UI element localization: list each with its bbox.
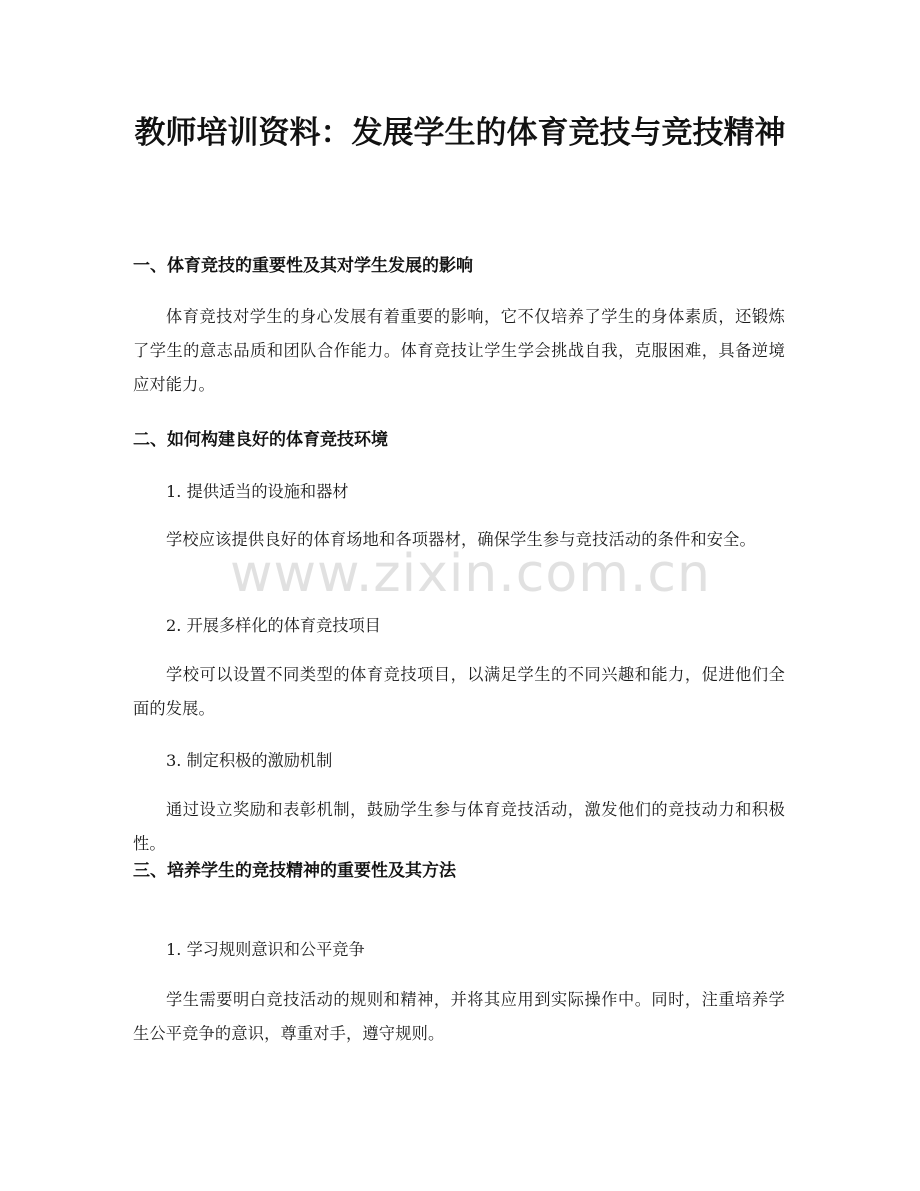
section-1-paragraph: 体育竞技对学生的身心发展有着重要的影响，它不仅培养了学生的身体素质，还锻炼了学生的意志品质和团队合作能力。体育竞技让学生学会挑战自我，克服困难，具备逆境应对能力。 [133,307,785,394]
section-2-item-1-paragraph: 学校应该提供良好的体育场地和各项器材，确保学生参与竞技活动的条件和安全。 [166,530,756,549]
document-title: 教师培训资料：发展学生的体育竞技与竞技精神 [134,115,786,151]
section-heading-2: 二、如何构建良好的体育竞技环境 [133,430,388,450]
section-3-item-1-label: 1. 学习规则意识和公平竞争 [166,940,365,959]
section-2-item-2-paragraph: 学校可以设置不同类型的体育竞技项目，以满足学生的不同兴趣和能力，促进他们全面的发展。 [133,665,785,718]
section-3-item-1-paragraph: 学生需要明白竞技活动的规则和精神，并将其应用到实际操作中。同时，注重培养学生公平竞争的意识，尊重对手，遵守规则。 [133,990,785,1043]
section-2-item-2-label: 2. 开展多样化的体育竞技项目 [166,616,381,635]
section-2-item-3-label: 3. 制定积极的激励机制 [166,751,333,770]
section-2-item-1-label: 1. 提供适当的设施和器材 [166,482,349,501]
section-heading-3: 三、培养学生的竞技精神的重要性及其方法 [133,861,456,881]
section-2-item-3-paragraph: 通过设立奖励和表彰机制，鼓励学生参与体育竞技活动，激发他们的竞技动力和积极性。 [133,800,785,853]
watermark-text: www.zixin.com.cn [230,544,711,604]
section-heading-1: 一、体育竞技的重要性及其对学生发展的影响 [133,256,473,276]
